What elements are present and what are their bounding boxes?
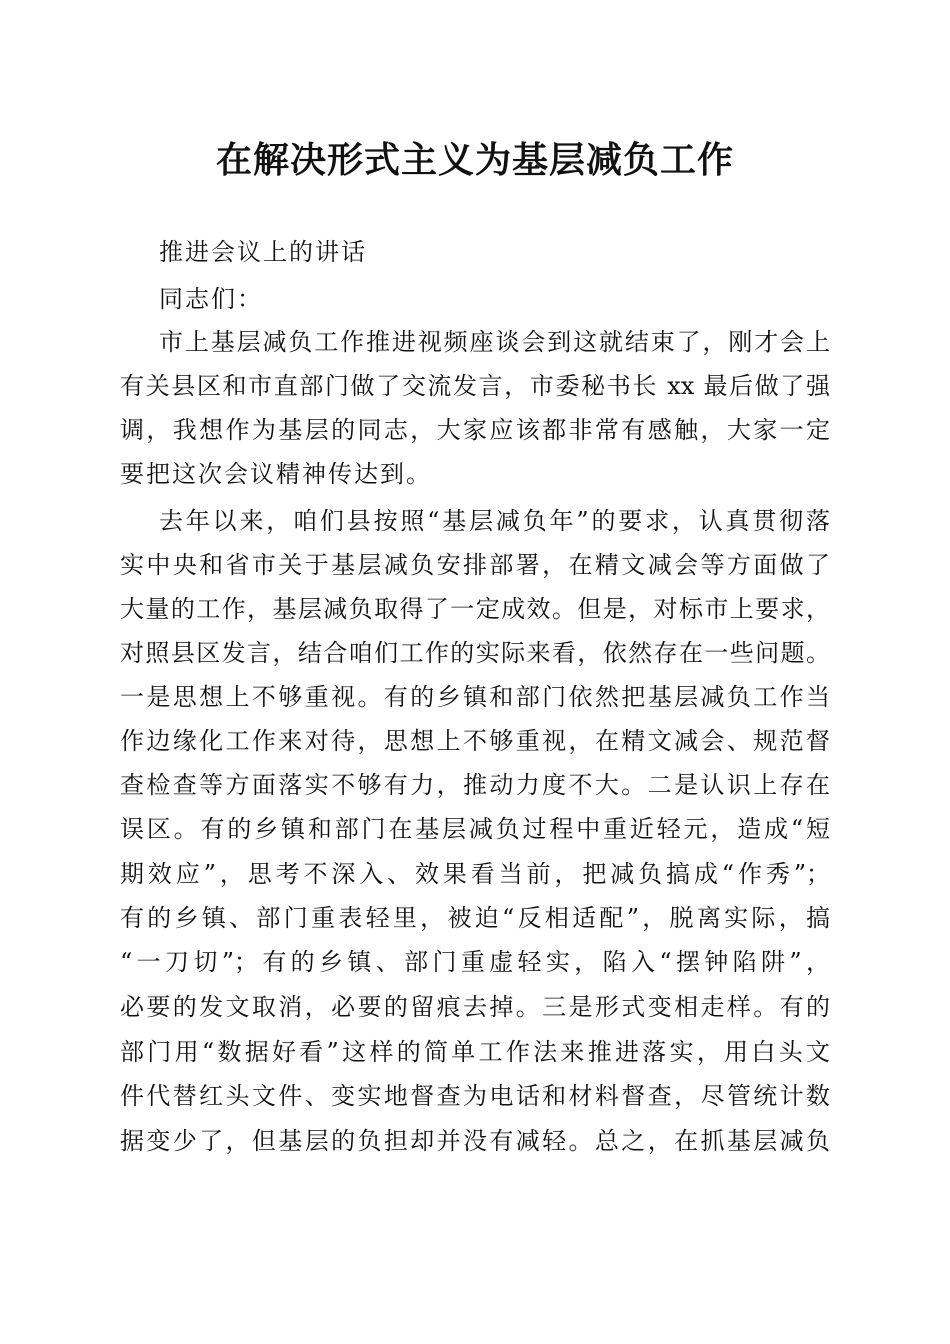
paragraph-line: 期效应”，思考不深入、效果看当前，把减负搞成“作秀”；: [120, 860, 830, 888]
paragraph-line: 据变少了，但基层的负担却并没有减轻。总之，在抓基层减负: [120, 1127, 830, 1155]
paragraph-line: 市上基层减负工作推进视频座谈会到这就结束了，刚才会上: [159, 328, 830, 356]
salutation: 同志们：: [159, 285, 263, 313]
paragraph-line: 调，我想作为基层的同志，大家应该都非常有感触，大家一定: [120, 416, 830, 444]
document-title: 在解决形式主义为基层减负工作: [215, 139, 734, 181]
paragraph-line: 大量的工作，基层减负取得了一定成效。但是，对标市上要求，: [120, 595, 830, 623]
paragraph-line: 一是思想上不够重视。有的乡镇和部门依然把基层减负工作当: [120, 683, 830, 711]
paragraph-line: 误区。有的乡镇和部门在基层减负过程中重近轻元，造成“短: [120, 815, 830, 843]
paragraph-line: “一刀切”；有的乡镇、部门重虚轻实，陷入“摆钟陷阱”，: [120, 948, 830, 976]
paragraph-line: 件代替红头文件、变实地督查为电话和材料督查，尽管统计数: [120, 1082, 830, 1110]
paragraph-line: 实中央和省市关于基层减负安排部署，在精文减会等方面做了: [120, 551, 830, 579]
paragraph-line: 去年以来，咱们县按照“基层减负年”的要求，认真贯彻落: [159, 507, 830, 535]
paragraph-line: 有的乡镇、部门重表轻里，被迫“反相适配”，脱离实际，搞: [120, 904, 830, 932]
paragraph-line: 对照县区发言，结合咱们工作的实际来看，依然存在一些问题。: [120, 639, 830, 667]
paragraph-line: 要把这次会议精神传达到。: [120, 460, 432, 488]
paragraph-line: 必要的发文取消，必要的留痕去掉。三是形式变相走样。有的: [120, 993, 830, 1021]
paragraph-line: 有关县区和市直部门做了交流发言，市委秘书长 xx 最后做了强: [120, 372, 830, 400]
paragraph-line: 查检查等方面落实不够有力，推动力度不大。二是认识上存在: [120, 771, 830, 799]
paragraph-line: 作边缘化工作来对待，思想上不够重视，在精文减会、规范督: [120, 727, 830, 755]
document-subtitle: 推进会议上的讲话: [159, 238, 367, 266]
paragraph-line: 部门用“数据好看”这样的简单工作法来推进落实，用白头文: [120, 1038, 830, 1066]
